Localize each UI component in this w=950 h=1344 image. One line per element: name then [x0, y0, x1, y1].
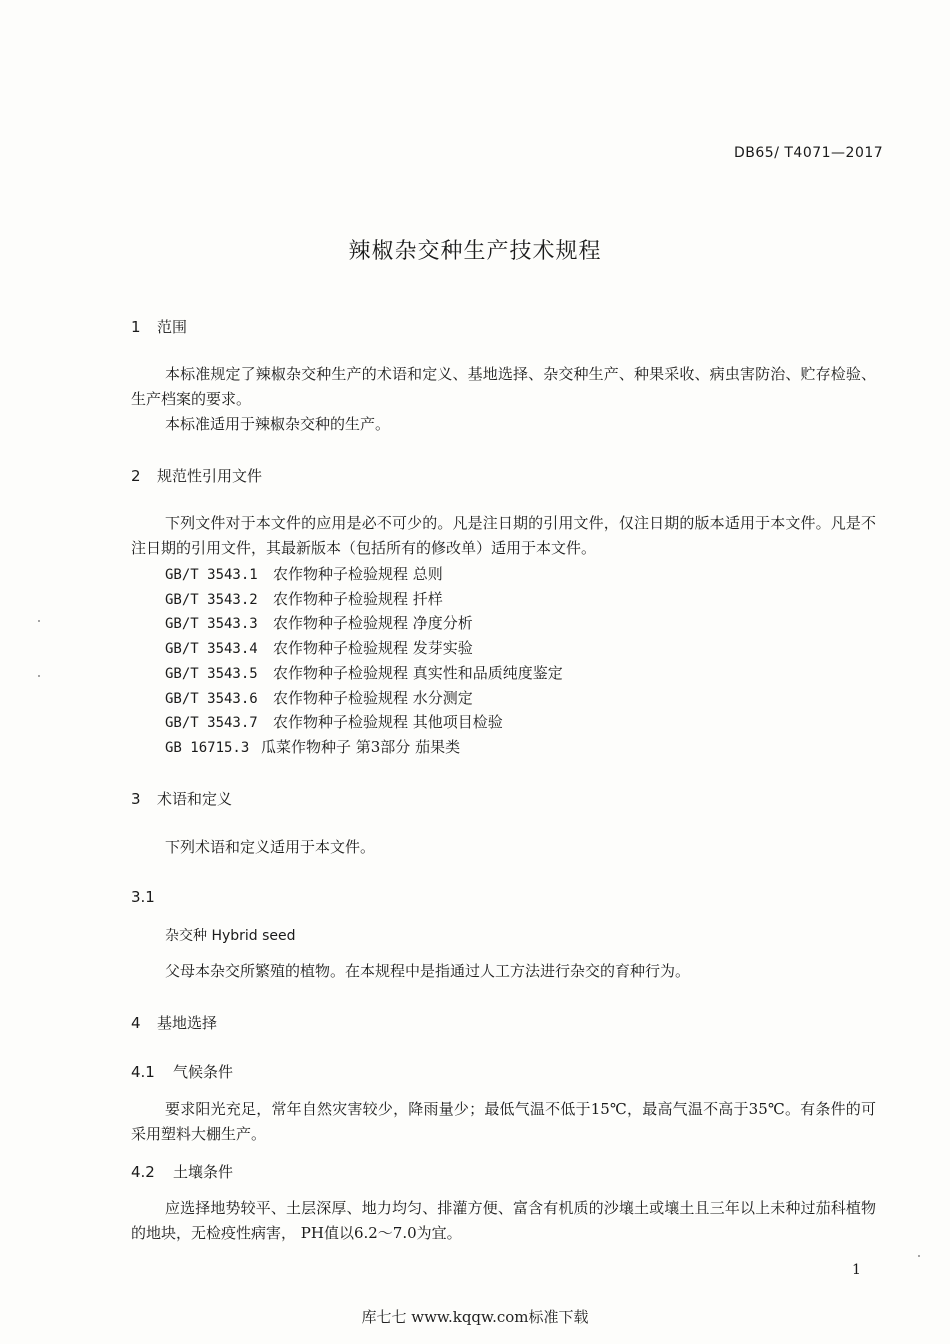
reference-code: GB/T 3543.4 [165, 641, 258, 657]
scan-speck [38, 675, 40, 677]
subsection-4-1-paragraph: 要求阳光充足，常年自然灾害较少，降雨量少；最低气温不低于15℃，最高气温不高于35℃。有条件的可采用塑料大棚生产。 [131, 1100, 876, 1143]
section-2-heading [131, 465, 262, 486]
reference-title: 农作物种子检验规程 总则 [273, 565, 443, 583]
reference-code: GB/T 3543.7 [165, 715, 258, 731]
section-number: 3 [131, 790, 141, 808]
subsection-4-2-heading [131, 1161, 233, 1182]
reference-item [165, 563, 443, 584]
reference-title: 农作物种子检验规程 扦样 [273, 590, 443, 608]
reference-item [165, 662, 563, 683]
reference-code: GB 16715.3 [165, 740, 250, 756]
standard-code: DB65/ T4071—2017 [734, 145, 884, 161]
reference-title: 农作物种子检验规程 发芽实验 [273, 639, 473, 657]
section-1-heading [131, 316, 187, 337]
footer-watermark: 库七七 www.kqqw.com标准下载 [361, 1308, 589, 1326]
section-1-paragraph-2: 本标准适用于辣椒杂交种的生产。 [165, 415, 391, 433]
section-3-heading [131, 788, 232, 809]
reference-item [165, 612, 473, 633]
section-1-paragraph-1: 本标准规定了辣椒杂交种生产的术语和定义、基地选择、杂交种生产、种果采收、病虫害防治、贮存检验、生产档案的要求。 [131, 365, 876, 408]
subsection-4-1-heading [131, 1061, 233, 1082]
term-entry: 杂交种 Hybrid seed [165, 928, 296, 944]
section-4-heading [131, 1012, 217, 1033]
reference-code: GB/T 3543.3 [165, 616, 258, 632]
subsection-number: 4.1 [131, 1063, 155, 1081]
section-number: 2 [131, 467, 141, 485]
scan-speck [38, 620, 40, 622]
reference-title: 农作物种子检验规程 真实性和品质纯度鉴定 [273, 664, 563, 682]
reference-code: GB/T 3543.6 [165, 691, 258, 707]
section-title: 术语和定义 [157, 790, 233, 808]
reference-item [165, 687, 473, 708]
section-number: 1 [131, 318, 141, 336]
section-title: 基地选择 [157, 1014, 218, 1032]
reference-title: 农作物种子检验规程 净度分析 [273, 614, 473, 632]
page-number: 1 [852, 1262, 861, 1278]
reference-code: GB/T 3543.5 [165, 666, 258, 682]
section-number: 4 [131, 1014, 141, 1032]
section-title: 规范性引用文件 [157, 467, 263, 485]
subsection-4-2-paragraph: 应选择地势较平、土层深厚、地力均匀、排灌方便、富含有机质的沙壤土或壤土且三年以上未种过茄科植物的地块，无检疫性病害， PH值以6.2～7.0为宜。 [131, 1199, 876, 1242]
reference-title: 农作物种子检验规程 水分测定 [273, 689, 473, 707]
reference-title: 农作物种子检验规程 其他项目检验 [273, 713, 503, 731]
subsection-title: 土壤条件 [173, 1163, 234, 1181]
reference-title: 瓜菜作物种子 第3部分 茄果类 [261, 738, 461, 756]
reference-item [165, 736, 460, 757]
reference-code: GB/T 3543.1 [165, 567, 258, 583]
reference-item [165, 637, 473, 658]
document-title: 辣椒杂交种生产技术规程 [348, 239, 602, 264]
section-title: 范围 [157, 318, 188, 336]
subsection-number: 4.2 [131, 1163, 155, 1181]
term-definition: 父母本杂交所繁殖的植物。在本规程中是指通过人工方法进行杂交的育种行为。 [165, 962, 691, 980]
subsection-3-1-number: 3.1 [131, 888, 155, 906]
subsection-title: 气候条件 [173, 1063, 234, 1081]
section-2-paragraph: 下列文件对于本文件的应用是必不可少的。凡是注日期的引用文件，仅注日期的版本适用于本文件。凡是不注日期的引用文件，其最新版本（包括所有的修改单）适用于本文件。 [131, 514, 876, 557]
reference-code: GB/T 3543.2 [165, 592, 258, 608]
reference-item [165, 588, 443, 609]
reference-item [165, 711, 503, 732]
scan-speck [918, 1255, 920, 1257]
section-3-paragraph: 下列术语和定义适用于本文件。 [165, 838, 376, 856]
